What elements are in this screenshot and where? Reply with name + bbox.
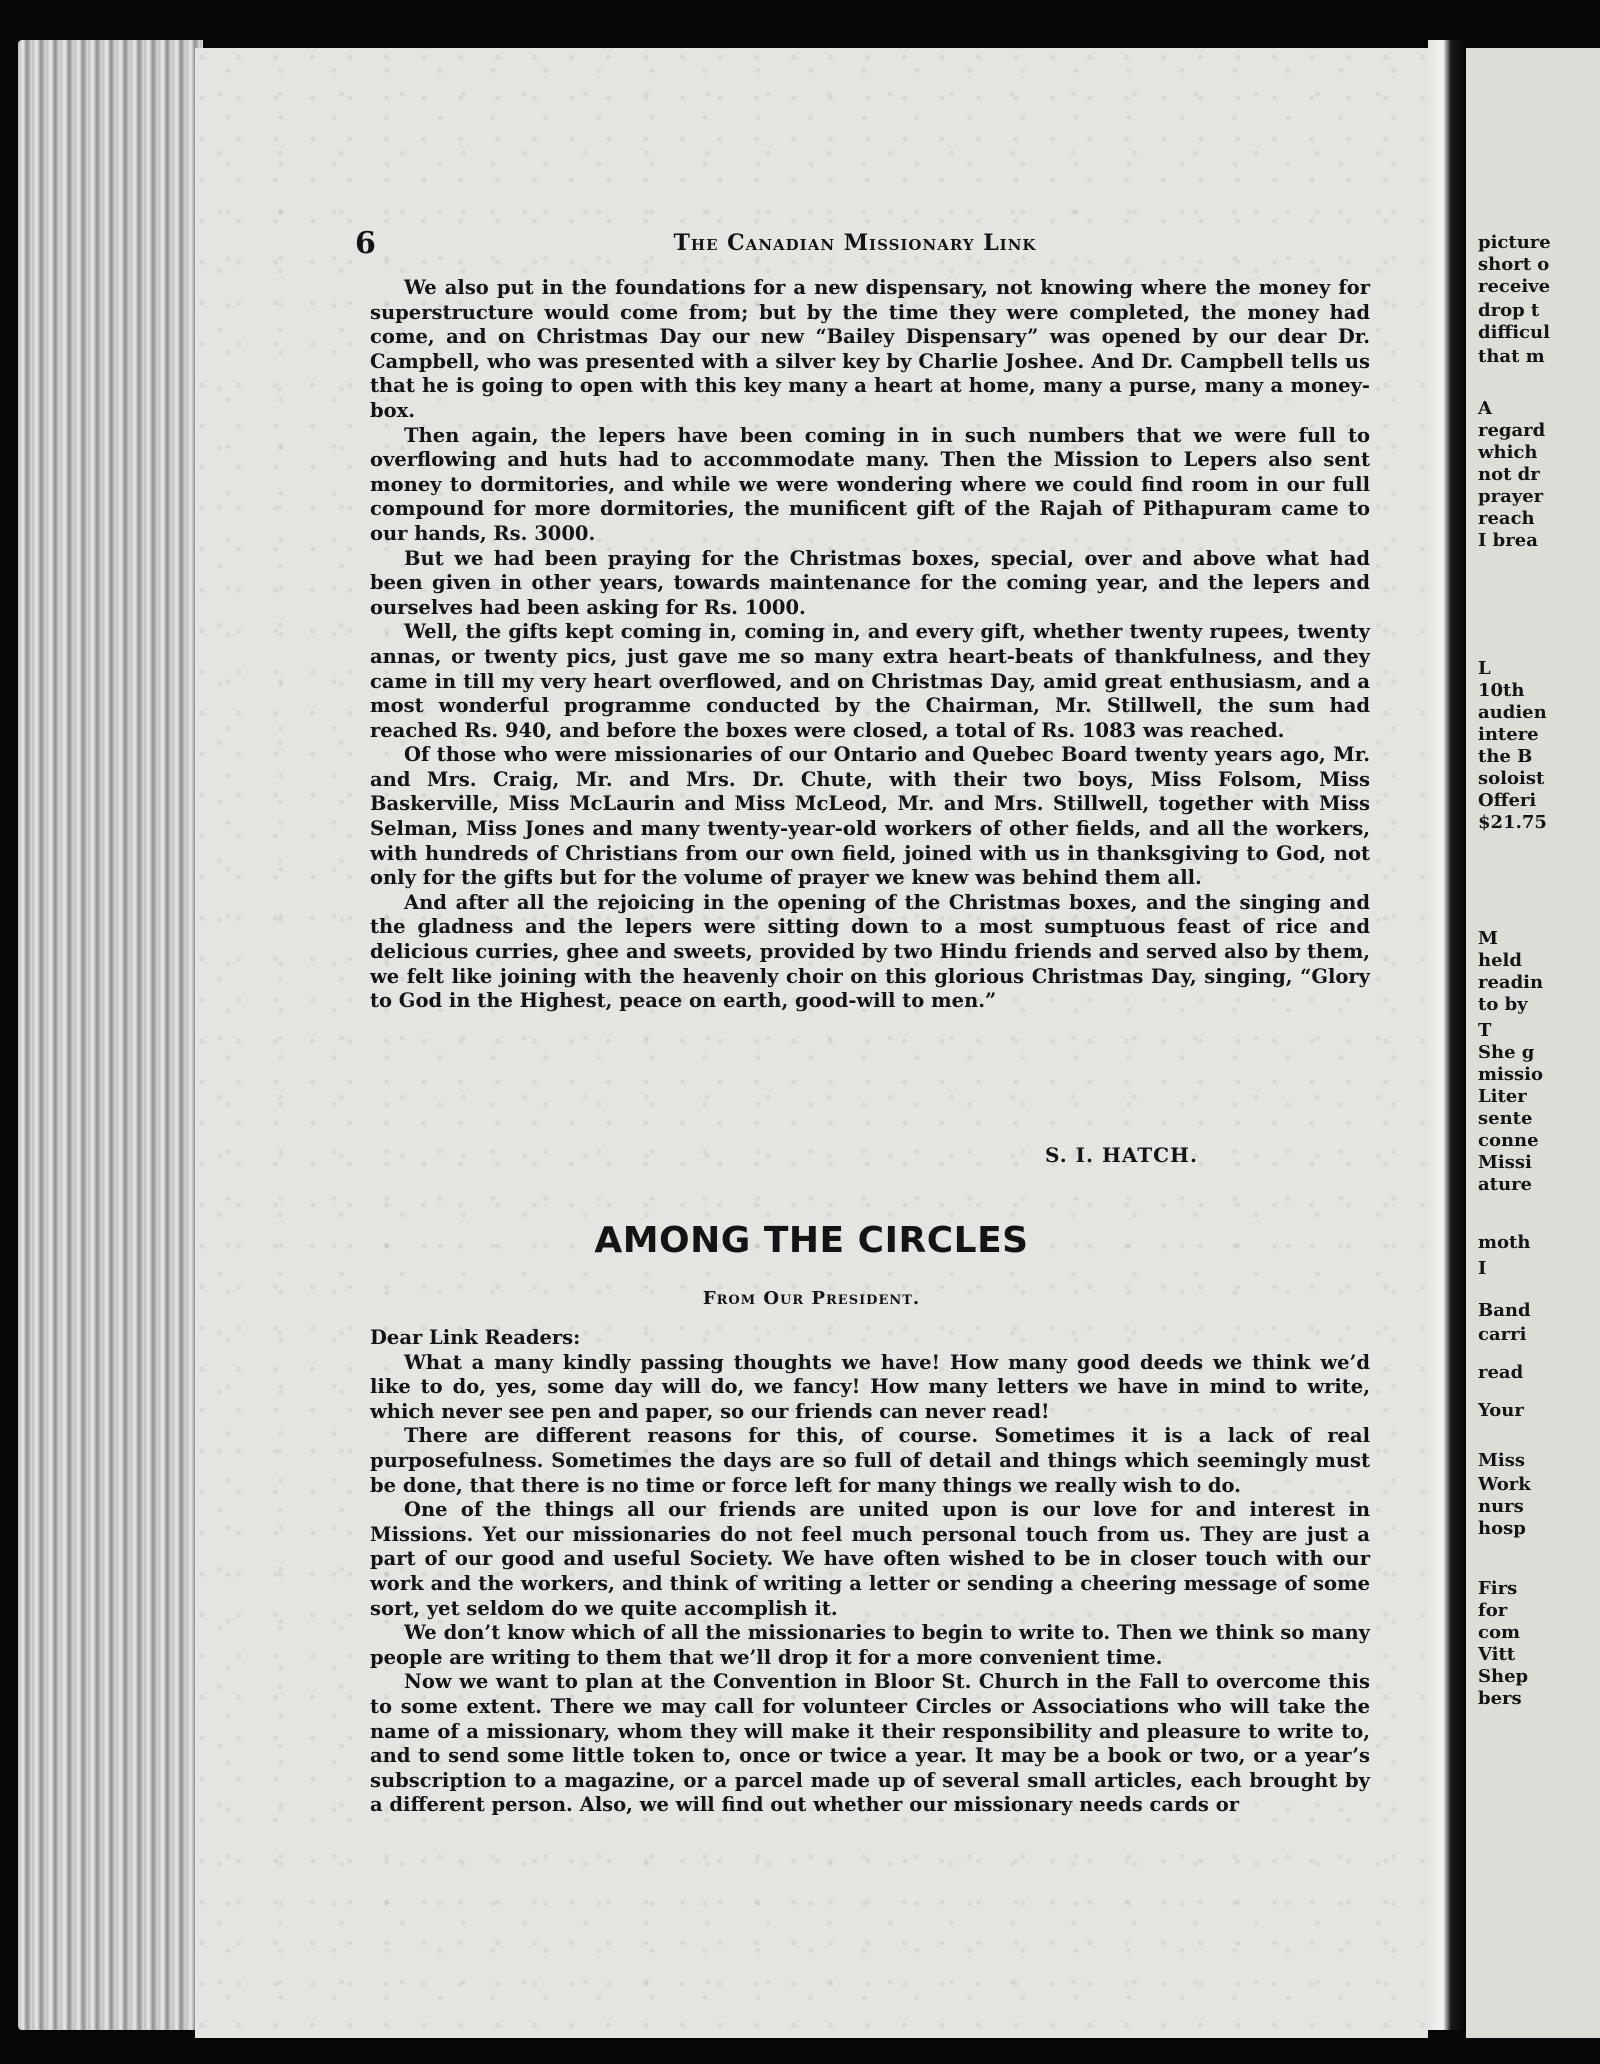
right-page-line: L xyxy=(1478,658,1491,679)
letter-paragraph: Of those who were missionaries of our Ontario and Quebec Board twenty years ago, Mr. and Mrs. Craig, Mr. and Mrs. Dr. Chute, with their two boys, Miss Folsom, Miss Baskerville, Miss McLaurin and Miss McLeod, Mr. and Mrs. Stillwell, together with Miss Selman, Miss Jones and many twenty-year-old workers of other fields, and all the workers, with hundreds of Christians from our own field, joined with us in thanksgiving to God, not only for the gifts but for the volume of prayer we knew was behind them all. xyxy=(370,743,1370,890)
section-subtitle: From Our President. xyxy=(702,1288,921,1309)
right-page-fragment xyxy=(1466,48,1600,2038)
right-page-line: Your xyxy=(1478,1400,1524,1421)
right-page-line: Band xyxy=(1478,1300,1531,1321)
right-page-line: the B xyxy=(1478,746,1533,767)
right-page-line: sente xyxy=(1478,1108,1533,1129)
right-page-line: for xyxy=(1478,1600,1508,1621)
right-page-line: picture xyxy=(1478,232,1551,253)
left-page xyxy=(195,48,1428,2038)
section-paragraph: One of the things all our friends are united upon is our love for and interest in Missions. Yet our missionaries do not feel much personal touch from us. They are just a part of our good and useful Society. We have often wished to be in closer touch with our work and the workers, and think of writing a letter or sending a cheering message of some sort, yet seldom do we quite accomplish it. xyxy=(370,1498,1370,1620)
right-page-line: T xyxy=(1478,1020,1492,1041)
right-page-line: $21.75 xyxy=(1478,812,1547,833)
section-paragraph: Now we want to plan at the Convention in Bloor St. Church in the Fall to overcome this to some extent. There we may call for volunteer Circles or Associations who will take the name of a missionary, whom they will make it their responsibility and pleasure to write to, and to send some little token to, once or twice a year. It may be a book or two, or a year’s subscription to a magazine, or a parcel made up of several small articles, each brought by a different person. Also, we will find out whether our missionary needs cards or xyxy=(370,1670,1370,1817)
right-page-line: missio xyxy=(1478,1064,1543,1085)
section-paragraph: What a many kindly passing thoughts we have! How many good deeds we think we’d like to do, yes, some day will do, we fancy! How many letters we have in mind to write, which never see pen and paper, so our friends can never read! xyxy=(370,1350,1370,1423)
right-page-line: difficul xyxy=(1478,322,1550,343)
right-page-line: receive xyxy=(1478,276,1551,297)
right-page-line: Work xyxy=(1478,1474,1531,1495)
right-page-line: Offeri xyxy=(1478,790,1537,811)
letter-signature: S. I. HATCH. xyxy=(1045,1143,1198,1167)
right-page-line: short o xyxy=(1478,254,1550,275)
right-page-line: Miss xyxy=(1478,1450,1526,1471)
section-title: AMONG THE CIRCLES xyxy=(594,1220,1029,1261)
letter-paragraph: We also put in the foundations for a new dispensary, not knowing where the money for superstructure would come from; but by the time they were completed, the money had come, and on Christmas Day our new “Bailey Dispensary” was opened by our dear Dr. Campbell, who was presented with a silver key by Charlie Joshee. And Dr. Campbell tells us that he is going to open with this key many a heart at home, many a purse, many a money-box. xyxy=(370,276,1370,422)
right-page-line: bers xyxy=(1478,1688,1522,1709)
right-page-line: Missi xyxy=(1478,1152,1532,1173)
right-page-line: ature xyxy=(1478,1174,1532,1195)
right-page-line: audien xyxy=(1478,702,1547,723)
book-page-edges xyxy=(18,40,203,2030)
right-page-line: prayer xyxy=(1478,486,1544,507)
running-title: The Canadian Missionary Link xyxy=(673,230,1037,256)
page-header xyxy=(355,226,1355,266)
right-page-line: Shep xyxy=(1478,1666,1529,1687)
right-page-line: Liter xyxy=(1478,1086,1527,1107)
right-page-line: held xyxy=(1478,950,1522,971)
letter-paragraph: Then again, the lepers have been coming in in such numbers that we were full to overflowing and huts had to accommodate many. Then the Mission to Lepers also sent money to dormitories, and while we were wondering where we could find room in our full compound for more dormitories, the munificent gift of the Rajah of Pithapuram came to our hands, Rs. 3000. xyxy=(370,423,1370,545)
right-page-line: Vitt xyxy=(1478,1644,1516,1665)
letter-body xyxy=(370,276,1370,1014)
right-page-line: hosp xyxy=(1478,1518,1526,1539)
section-paragraph: We don’t know which of all the missionaries to begin to write to. Then we think so many people are writing to them that we’ll drop it for a more convenient time. xyxy=(370,1621,1370,1669)
right-page-line: reach xyxy=(1478,508,1535,529)
letter-paragraph: And after all the rejoicing in the opening of the Christmas boxes, and the singing and the gladness and the lepers were sitting down to a most sumptuous feast of rice and delicious curries, ghee and sweets, provided by two Hindu friends and served also by them, we felt like joining with the heavenly choir on this glorious Christmas Day, singing, “Glory to God in the Highest, peace on earth, good-will to men.” xyxy=(370,890,1370,1013)
right-page-line: conne xyxy=(1478,1130,1539,1151)
right-page-line: that m xyxy=(1478,346,1545,367)
right-page-line: She g xyxy=(1478,1042,1535,1063)
right-page-line: moth xyxy=(1478,1232,1531,1253)
page-number: 6 xyxy=(355,226,376,261)
right-page-line: Firs xyxy=(1478,1578,1518,1599)
right-page-line: I brea xyxy=(1478,530,1538,551)
right-page-line: 10th xyxy=(1478,680,1525,701)
right-page-line: I xyxy=(1478,1258,1487,1279)
right-page-line: A xyxy=(1478,398,1492,419)
right-page-line: regard xyxy=(1478,420,1546,441)
section-paragraph: There are different reasons for this, of course. Sometimes it is a lack of real purposefulness. Sometimes the days are so full of detail and things which seemingly must be done, that there is no time or force left for many things we really wish to do. xyxy=(370,1424,1370,1497)
section-body xyxy=(370,1326,1370,1818)
book-gutter xyxy=(1428,40,1466,2030)
right-page-line: soloist xyxy=(1478,768,1545,789)
right-page-line: carri xyxy=(1478,1324,1527,1345)
right-page-line: which xyxy=(1478,442,1538,463)
salutation: Dear Link Readers: xyxy=(370,1326,581,1349)
right-page-line: com xyxy=(1478,1622,1521,1643)
letter-paragraph: But we had been praying for the Christmas boxes, special, over and above what had been given in other years, towards maintenance for the coming year, and the lepers and ourselves had been asking for Rs. 1000. xyxy=(370,546,1370,619)
right-page-line: read xyxy=(1478,1362,1524,1383)
right-page-line: drop t xyxy=(1478,300,1540,321)
letter-paragraph: Well, the gifts kept coming in, coming in, and every gift, whether twenty rupees, twenty annas, or twenty pics, just gave me so many extra heart-beats of thankfulness, and they came in till my very heart overflowed, and on Christmas Day, amid great enthusiasm, and a most wonderful programme conducted by the Chairman, Mr. Stillwell, the sum had reached Rs. 940, and before the boxes were closed, a total of Rs. 1083 was reached. xyxy=(370,620,1370,742)
right-page-line: M xyxy=(1478,928,1498,949)
right-page-line: not dr xyxy=(1478,464,1540,485)
right-page-line: intere xyxy=(1478,724,1539,745)
right-page-line: readin xyxy=(1478,972,1544,993)
right-page-line: to by xyxy=(1478,994,1528,1015)
right-page-line: nurs xyxy=(1478,1496,1524,1517)
